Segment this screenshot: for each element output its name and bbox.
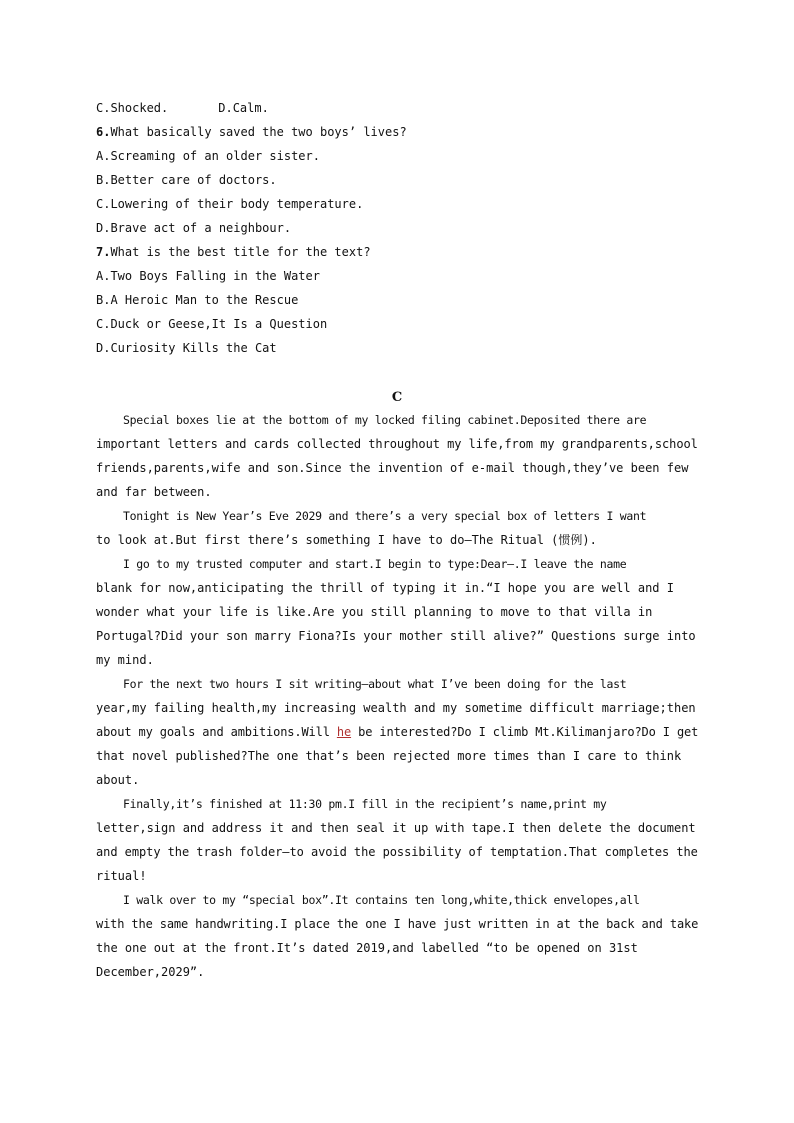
passage-line: December,2029”. <box>96 965 205 979</box>
q6-option-a: A.Screaming of an older sister. <box>96 149 320 163</box>
passage-text: about my goals and ambitions.Will <box>96 725 337 739</box>
passage-line: that novel published?The one that’s been rejected more times than I care to think <box>96 749 682 763</box>
passage-line: Portugal?Did your son marry Fiona?Is your mother still alive?” Questions surge into <box>96 629 696 643</box>
q7-option-b: B.A Heroic Man to the Rescue <box>96 293 299 307</box>
q7-number: 7. <box>96 245 111 259</box>
q6-option-c: C.Lowering of their body temperature. <box>96 197 364 211</box>
q7-option-d: D.Curiosity Kills the Cat <box>96 341 277 355</box>
passage-line: my mind. <box>96 653 154 667</box>
passage-line: letter,sign and address it and then seal it up with tape.I then delete the document <box>96 821 696 835</box>
q7-stem-line <box>96 240 696 264</box>
passage-line: year,my failing health,my increasing wealth and my sometime difficult marriage;then <box>96 701 696 715</box>
q6-option-d: D.Brave act of a neighbour. <box>96 221 292 235</box>
underlined-word: he <box>336 725 352 739</box>
q6-stem: What basically saved the two boys’ lives? <box>110 125 407 139</box>
passage-line: Finally,it’s finished at 11:30 pm.I fill in the recipient’s name,print my <box>123 797 607 811</box>
passage-line: blank for now,anticipating the thrill of typing it in.“I hope you are well and I <box>96 581 674 595</box>
passage-line: and far between. <box>96 485 212 499</box>
passage-heading: C <box>391 390 403 405</box>
q7-stem: What is the best title for the text? <box>110 245 371 259</box>
passage-line: important letters and cards collected throughout my life,from my grandparents,school <box>96 437 698 451</box>
q6-stem-line <box>96 120 696 144</box>
passage-line: ritual! <box>96 869 147 883</box>
passage-line: with the same handwriting.I place the one I have just written in at the back and take <box>96 917 699 931</box>
passage-line: the one out at the front.It’s dated 2019,and labelled “to be opened on 31st <box>96 941 638 955</box>
passage-line: I go to my trusted computer and start.I begin to type:Dear—.I leave the name <box>123 557 627 571</box>
q7-option-c: C.Duck or Geese,It Is a Question <box>96 317 328 331</box>
q5-options-cd <box>96 96 696 120</box>
passage-line: about. <box>96 773 140 787</box>
q7-option-a: A.Two Boys Falling in the Water <box>96 269 320 283</box>
passage-line: to look at.But first there’s something I have to do—The Ritual (惯例). <box>96 533 597 547</box>
passage-line: and empty the trash folder—to avoid the possibility of temptation.That completes the <box>96 845 698 859</box>
passage-line: For the next two hours I sit writing—about what I’ve been doing for the last <box>123 677 627 691</box>
q6-number: 6. <box>96 125 111 139</box>
q6-option-b: B.Better care of doctors. <box>96 173 277 187</box>
passage-line <box>96 720 699 744</box>
passage-line: friends,parents,wife and son.Since the invention of e-mail though,they’ve been few <box>96 461 689 475</box>
passage-text: be interested?Do I climb Mt.Kilimanjaro?Do I get <box>351 725 699 739</box>
passage-line: I walk over to my “special box”.It contains ten long,white,thick envelopes,all <box>123 893 640 907</box>
q5-option-c: C.Shocked. <box>96 101 169 115</box>
passage-line: wonder what your life is like.Are you still planning to move to that villa in <box>96 605 653 619</box>
passage-line: Special boxes lie at the bottom of my locked filing cabinet.Deposited there are <box>123 413 647 427</box>
q5-option-d: D.Calm. <box>218 101 269 115</box>
passage-line: Tonight is New Year’s Eve 2029 and there’s a very special box of letters I want <box>123 509 647 523</box>
